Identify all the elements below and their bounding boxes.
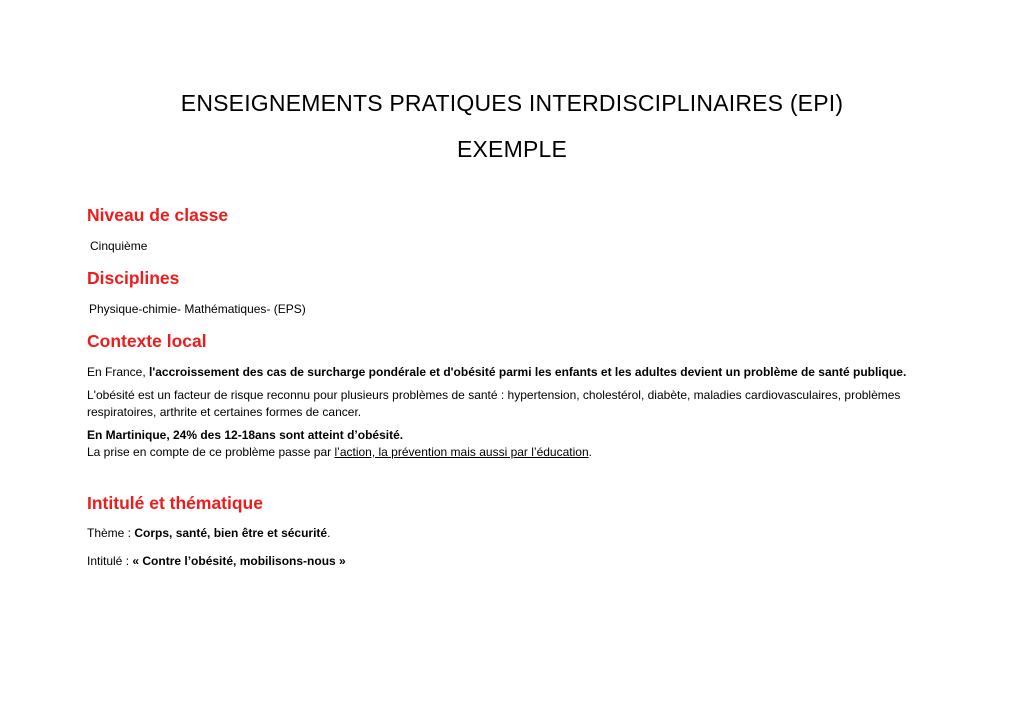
section-heading-disciplines: Disciplines (87, 268, 180, 288)
contexte-paragraph-france (87, 364, 906, 381)
intitule-value: « Contre l’obésité, mobilisons-nous » (132, 554, 346, 568)
contexte-paragraph-obesite-line2: respiratoires, arthrite et certaines formes de cancer. (87, 405, 362, 419)
contexte-france-bold: l'accroissement des cas de surcharge pondérale et d'obésité parmi les enfants et les adultes devient un problème de santé publique. (149, 365, 907, 379)
intitule-line (87, 553, 346, 570)
contexte-paragraph-obesite-line1: L'obésité est un facteur de risque reconnu pour plusieurs problèmes de santé : hypertension, cholestérol, diabète, maladies cardiovasculaires, problèmes (87, 388, 901, 402)
document-title: ENSEIGNEMENTS PRATIQUES INTERDISCIPLINAIRES (EPI) (180, 90, 844, 116)
section-heading-niveau: Niveau de classe (87, 205, 229, 225)
section-heading-intitule: Intitulé et thématique (87, 493, 263, 513)
theme-value: Corps, santé, bien être et sécurité (134, 526, 328, 540)
intitule-label: Intitulé : (87, 554, 133, 568)
contexte-paragraph-martinique: En Martinique, 24% des 12-18ans sont atteint d’obésité. (87, 428, 404, 442)
contexte-prise-suffix: . (588, 445, 592, 459)
document-subtitle: EXEMPLE (456, 136, 568, 162)
theme-line (87, 525, 330, 542)
theme-label: Thème : (87, 526, 135, 540)
contexte-paragraph-prise (87, 444, 592, 461)
contexte-france-prefix: En France, (87, 365, 150, 379)
contexte-prise-prefix: La prise en compte de ce problème passe par (87, 445, 335, 459)
niveau-value: Cinquième (90, 239, 148, 253)
contexte-prise-underline: l’action, la prévention mais aussi par l’éducation (334, 445, 589, 459)
disciplines-value: Physique-chimie- Mathématiques- (EPS) (89, 302, 306, 316)
section-heading-contexte: Contexte local (87, 331, 207, 351)
theme-suffix: . (327, 526, 331, 540)
